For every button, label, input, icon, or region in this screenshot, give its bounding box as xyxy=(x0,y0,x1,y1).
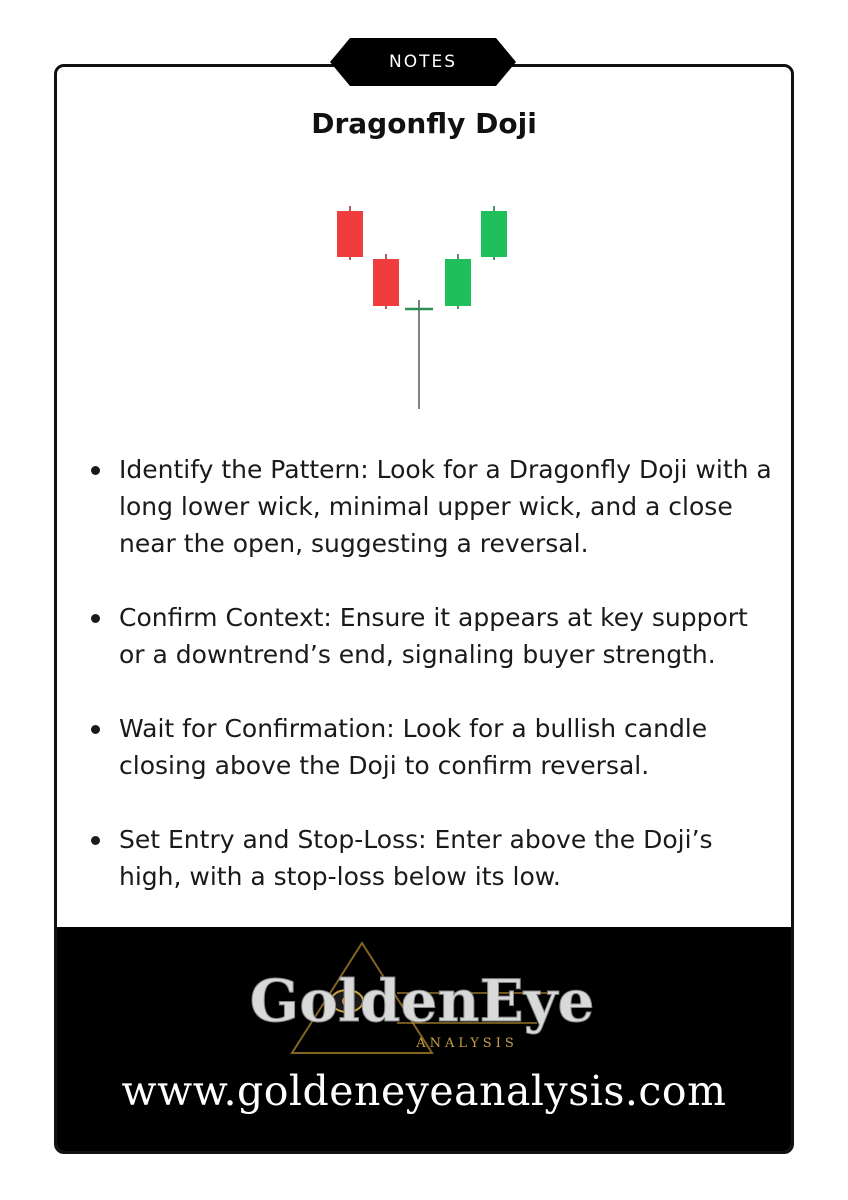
bullish-candle-1 xyxy=(445,254,471,309)
notes-tag xyxy=(330,38,516,86)
logo-wordmark: GoldenEye xyxy=(249,967,595,1035)
bullet-icon xyxy=(91,614,100,623)
page-title: Dragonfly Doji xyxy=(311,107,537,140)
dragonfly-doji-candle xyxy=(405,300,433,409)
list-item xyxy=(91,599,781,673)
bullet-icon xyxy=(91,836,100,845)
notes-tag-label: NOTES xyxy=(388,52,457,72)
notes-card xyxy=(54,64,794,1154)
list-item-text: Set Entry and Stop-Loss: Enter above the Doji’s high, with a stop-loss below its low. xyxy=(119,825,713,891)
list-item xyxy=(91,451,781,562)
footer-banner xyxy=(57,927,791,1151)
list-item-text: Wait for Confirmation: Look for a bullish candle closing above the Doji to confirm reversal. xyxy=(119,714,708,780)
bullet-icon xyxy=(91,466,100,475)
bullish-candle-2 xyxy=(481,206,507,260)
notes-list xyxy=(91,451,781,932)
list-item-text: Confirm Context: Ensure it appears at key support or a downtrend’s end, signaling buyer strength. xyxy=(119,603,748,669)
candlestick-pattern-icon xyxy=(327,203,517,423)
list-item-text: Identify the Pattern: Look for a Dragonfly Doji with a long lower wick, minimal upper wick, and a close near the open, suggesting a reversal. xyxy=(119,455,772,558)
bearish-candle-1 xyxy=(337,206,363,260)
bearish-candle-2 xyxy=(373,254,399,309)
goldeneye-logo xyxy=(247,939,607,1057)
website-url[interactable]: www.goldeneyeanalysis.com xyxy=(121,1067,727,1115)
bullet-icon xyxy=(91,725,100,734)
logo-subtitle: ANALYSIS xyxy=(416,1036,518,1051)
list-item xyxy=(91,710,781,784)
list-item xyxy=(91,821,781,895)
